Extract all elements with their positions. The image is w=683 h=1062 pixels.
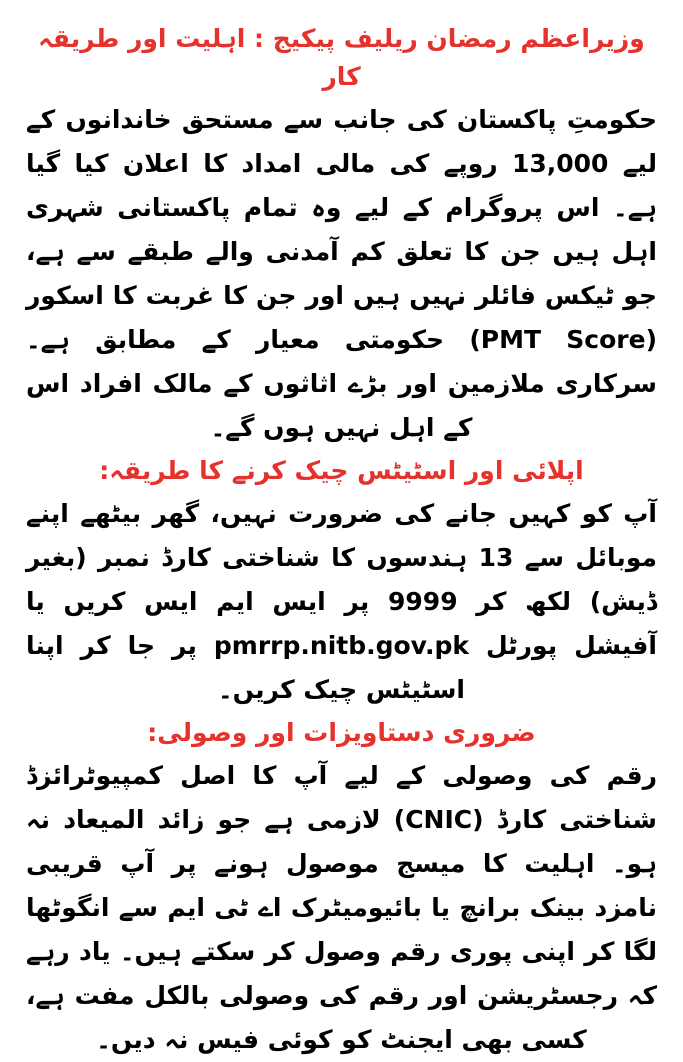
apply-status-paragraph: آپ کو کہیں جانے کی ضرورت نہیں، گھر بیٹھے اپنے موبائل سے 13 ہندسوں کا شناختی کارڈ نمبر (بغیر ڈیش) لکھ کر 9999 پر ایس ایم ایس کریں یا آفیشل پورٹل pmrrp.nitb.gov.pk پر جا کر اپنا اسٹیٹس چیک کریں۔ [26,499,657,704]
documents-paragraph: رقم کی وصولی کے لیے آپ کا اصل کمپیوٹرائزڈ شناختی کارڈ (CNIC) لازمی ہے جو زائد المیعاد نہ ہو۔ اہلیت کا میسج موصول ہونے پر آپ قریبی نامزد بینک برانچ یا بائیومیٹرک اے ٹی ایم سے انگوٹھا لگا کر اپنی پوری رقم وصول کر سکتے ہیں۔ یاد رہے کہ رجسٹریشن اور رقم کی وصولی بالکل مفت ہے، کسی بھی ایجنٹ کو کوئی فیس نہ دیں۔ [26,761,657,1054]
section-heading-apply-status: اپلائی اور اسٹیٹس چیک کرنے کا طریقہ: [99,456,584,485]
eligibility-paragraph: حکومتِ پاکستان کی جانب سے مستحق خاندانوں کے لیے 13,000 روپے کی مالی امداد کا اعلان کیا گیا ہے۔ اس پروگرام کے لیے وہ تمام پاکستانی شہری اہل ہیں جن کا تعلق کم آمدنی والے طبقے سے ہے، جو ٹیکس فائلر نہیں ہیں اور جن کا غربت کا اسکور (PMT Score) حکومتی معیار کے مطابق ہے۔ سرکاری ملازمین اور بڑے اثاثوں کے مالک افراد اس کے اہل نہیں ہوں گے۔ [26,105,657,442]
section-heading-documents: ضروری دستاویزات اور وصولی: [147,718,536,747]
section-heading-eligibility: وزیراعظم رمضان ریلیف پیکیج : اہلیت اور طریقہ کار [38,24,645,91]
